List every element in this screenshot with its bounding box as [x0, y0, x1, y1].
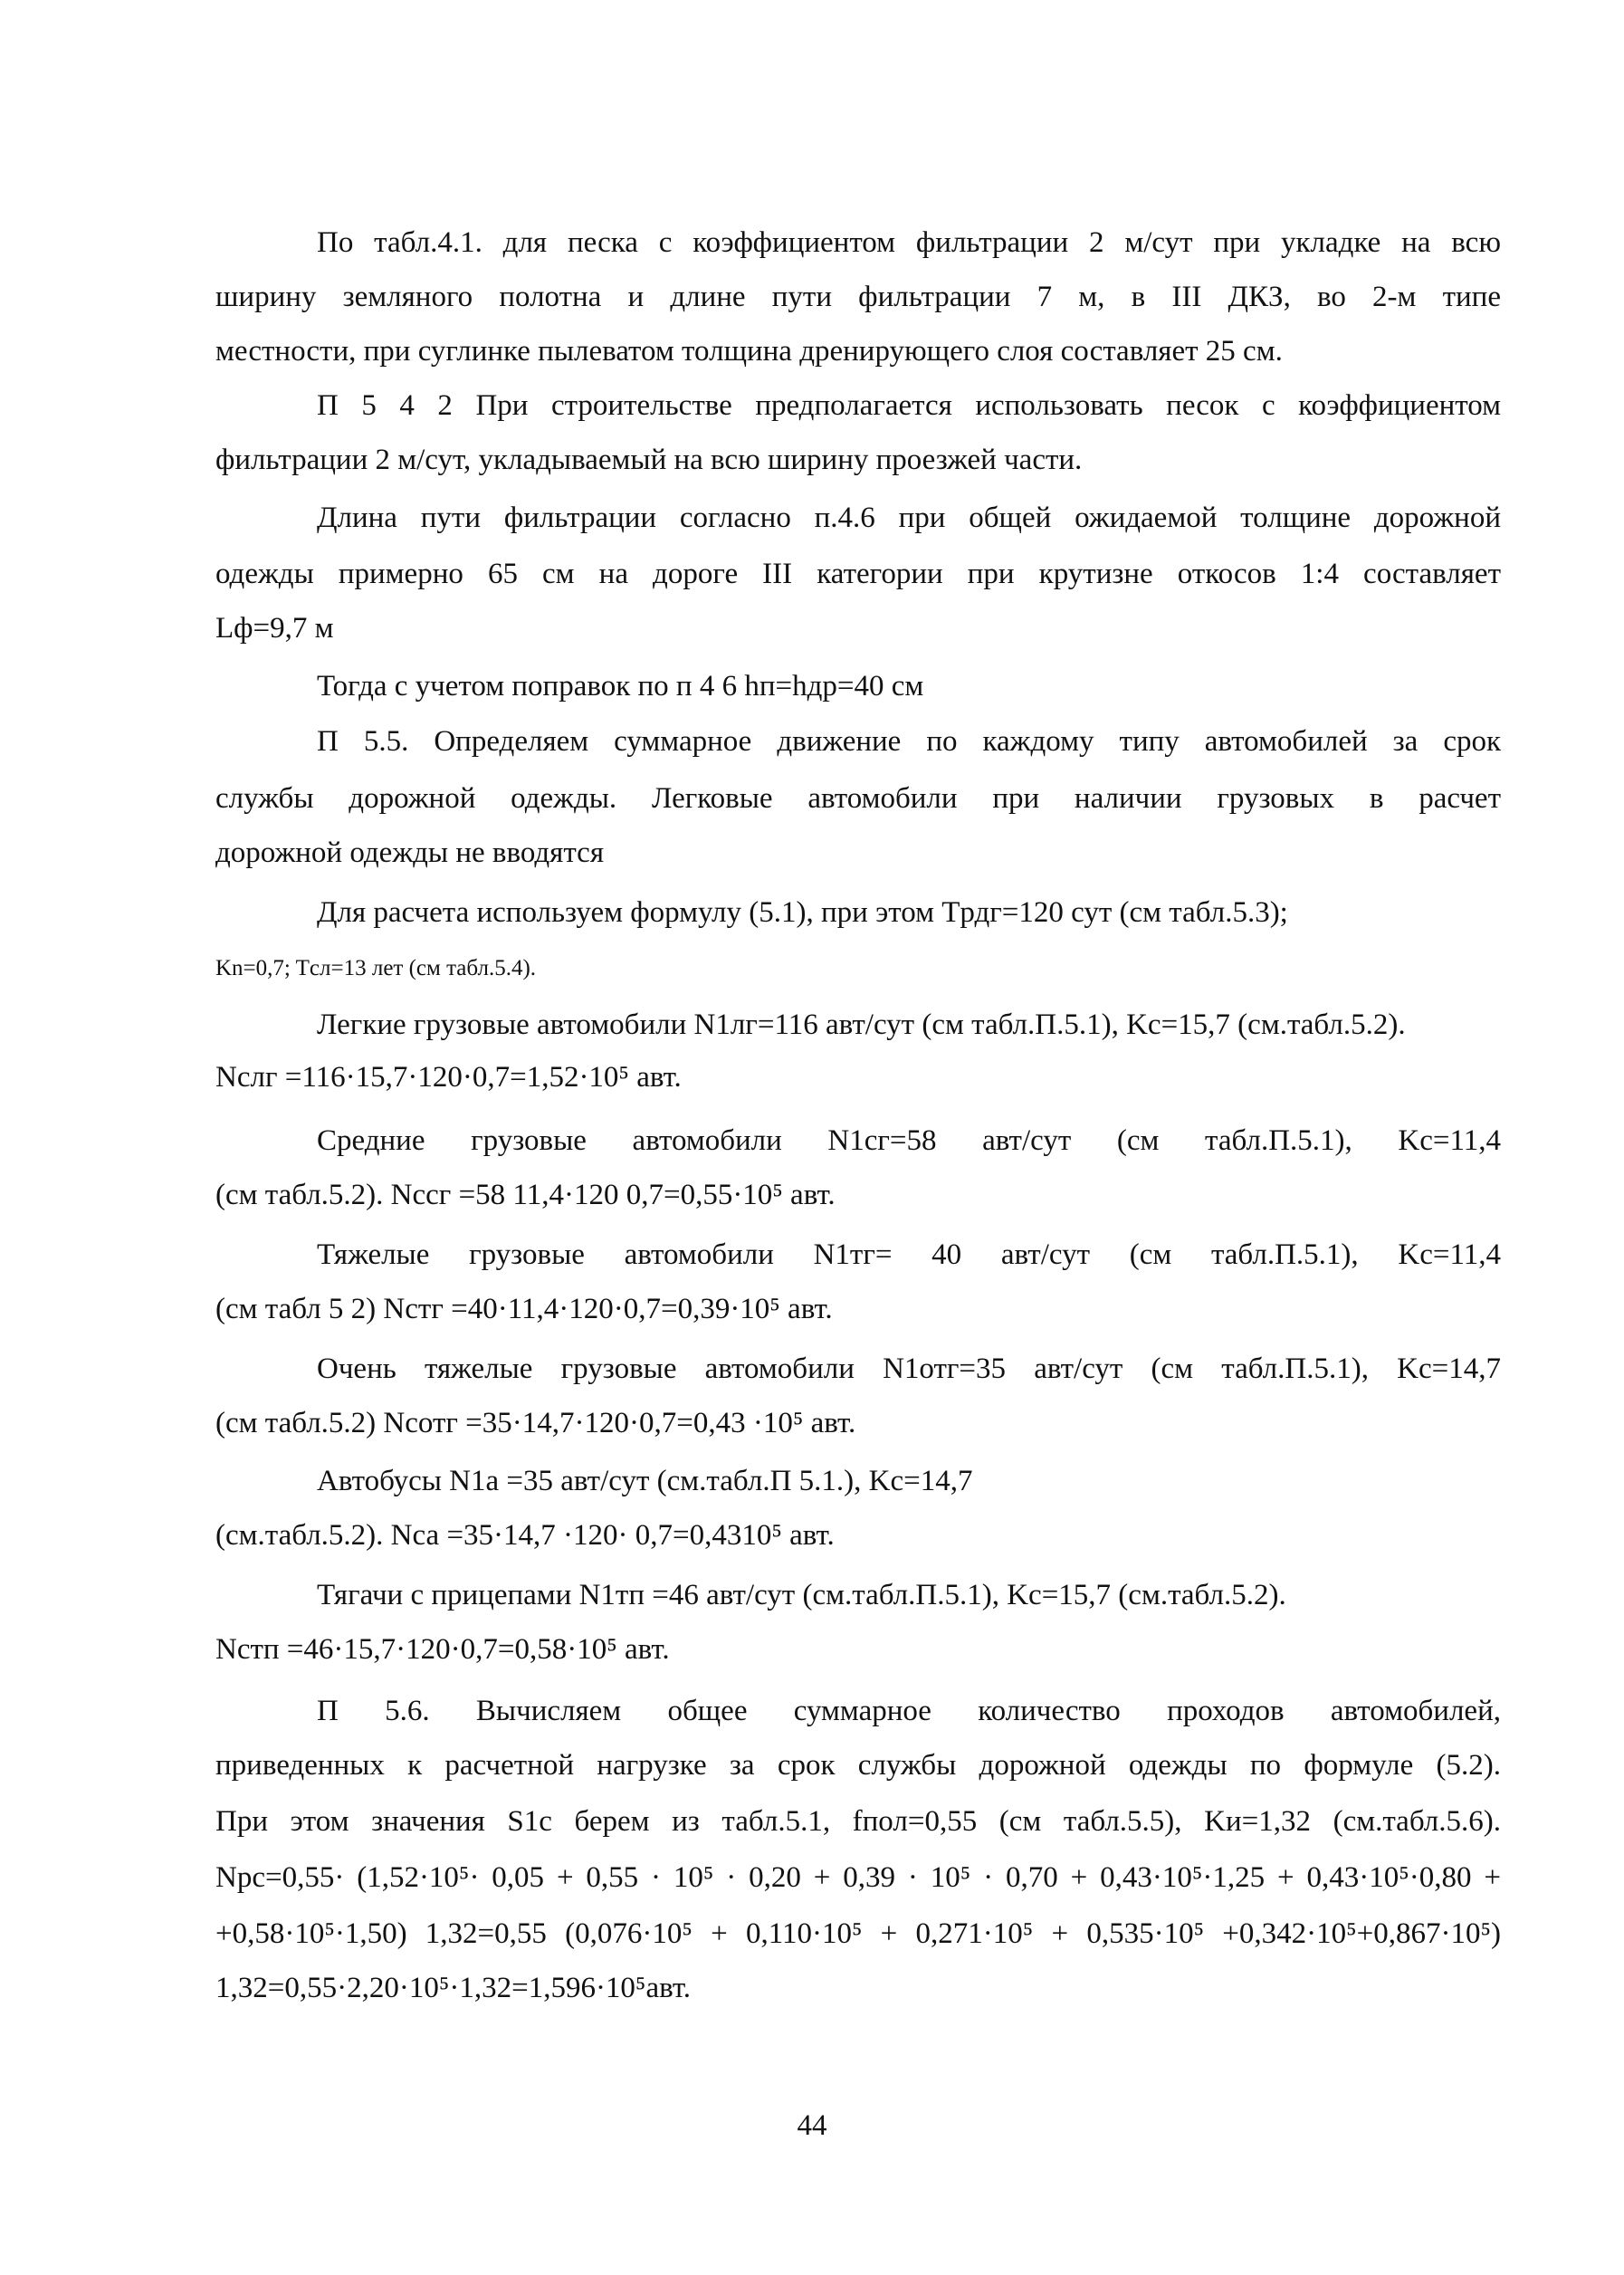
text-line: (см табл 5 2) Nстг =40·11,4·120·0,7=0,39·10⁵ авт. [215, 1293, 833, 1325]
text-line: Длина пути фильтрации согласно п.4.6 при общей ожидаемой толщине дорожной [317, 502, 1501, 534]
text-line: Тягачи с прицепами N1тп =46 авт/сут (см.табл.П.5.1), Kс=15,7 (см.табл.5.2). [317, 1579, 1286, 1611]
text-line: По табл.4.1. для песка с коэффициентом фильтрации 2 м/сут при укладке на всю [317, 226, 1501, 259]
text-line: Средние грузовые автомобили N1сг=58 авт/сут (см табл.П.5.1), Kс=11,4 [317, 1124, 1501, 1157]
text-line: приведенных к расчетной нагрузке за срок службы дорожной одежды по формуле (5.2). [215, 1749, 1501, 1782]
text-line: местности, при суглинке пылеватом толщина дренирующего слоя составляет 25 см. [215, 335, 1283, 368]
text-line: фильтрации 2 м/сут, укладываемый на всю ширину проезжей части. [215, 444, 1083, 476]
text-line: Тяжелые грузовые автомобили N1тг= 40 авт/сут (см табл.П.5.1), Kс=11,4 [317, 1238, 1501, 1271]
text-line: службы дорожной одежды. Легковые автомобили при наличии грузовых в расчет [215, 782, 1501, 815]
text-line: Легкие грузовые автомобили N1лг=116 авт/сут (см табл.П.5.1), Kс=15,7 (см.табл.5.2). [317, 1008, 1406, 1041]
text-line: (см.табл.5.2). Nса =35·14,7 ·120· 0,7=0,4310⁵ авт. [215, 1519, 835, 1552]
text-line: (см табл.5.2) Nсотг =35·14,7·120·0,7=0,43 ·10⁵ авт. [215, 1407, 856, 1439]
text-line: Автобусы N1а =35 авт/сут (см.табл.П 5.1.), Kс=14,7 [317, 1465, 973, 1497]
text-line: Очень тяжелые грузовые автомобили N1отг=35 авт/сут (см табл.П.5.1), Kс=14,7 [317, 1353, 1501, 1385]
text-line: ширину земляного полотна и длине пути фильтрации 7 м, в III ДКЗ, во 2-м типе [215, 281, 1501, 313]
text-line: При этом значения S1c берем из табл.5.1, fпол=0,55 (см табл.5.5), Kи=1,32 (см.табл.5.6). [215, 1805, 1501, 1838]
text-line: дорожной одежды не вводятся [215, 836, 604, 869]
text-line: Nслг =116·15,7·120·0,7=1,52·10⁵ авт. [215, 1061, 682, 1094]
text-line: П 5.6. Вычисляем общее суммарное количество проходов автомобилей, [317, 1695, 1501, 1727]
text-line: П 5.5. Определяем суммарное движение по каждому типу автомобилей за срок [317, 725, 1501, 758]
text-line: П 5 4 2 При строительстве предполагается использовать песок с коэффициентом [317, 389, 1501, 422]
text-line: Nрс=0,55· (1,52·10⁵· 0,05 + 0,55 · 10⁵ · 0,20 + 0,39 · 10⁵ · 0,70 + 0,43·10⁵·1,25 + 0,43·10⁵·0,80 + [215, 1861, 1501, 1894]
text-line: +0,58·10⁵·1,50) 1,32=0,55 (0,076·10⁵ + 0,110·10⁵ + 0,271·10⁵ + 0,535·10⁵ +0,342·10⁵+0,867·10⁵) [215, 1917, 1501, 1950]
page-number: 44 [797, 2109, 827, 2142]
text-line: Kn=0,7; Tсл=13 лет (см табл.5.4). [215, 956, 537, 980]
text-line: 1,32=0,55·2,20·10⁵·1,32=1,596·10⁵авт. [215, 1972, 692, 2004]
text-line: Lф=9,7 м [215, 612, 334, 645]
text-line: Nстп =46·15,7·120·0,7=0,58·10⁵ авт. [215, 1633, 670, 1666]
text-line: Тогда с учетом поправок по п 4 6 hп=hдр=40 см [317, 670, 924, 703]
text-line: (см табл.5.2). Nссг =58 11,4·120 0,7=0,55·10⁵ авт. [215, 1179, 836, 1211]
text-line: Для расчета используем формулу (5.1), при этом Tрдг=120 сут (см табл.5.3); [317, 896, 1288, 929]
text-line: одежды примерно 65 см на дороге III категории при крутизне откосов 1:4 составляет [215, 558, 1501, 590]
